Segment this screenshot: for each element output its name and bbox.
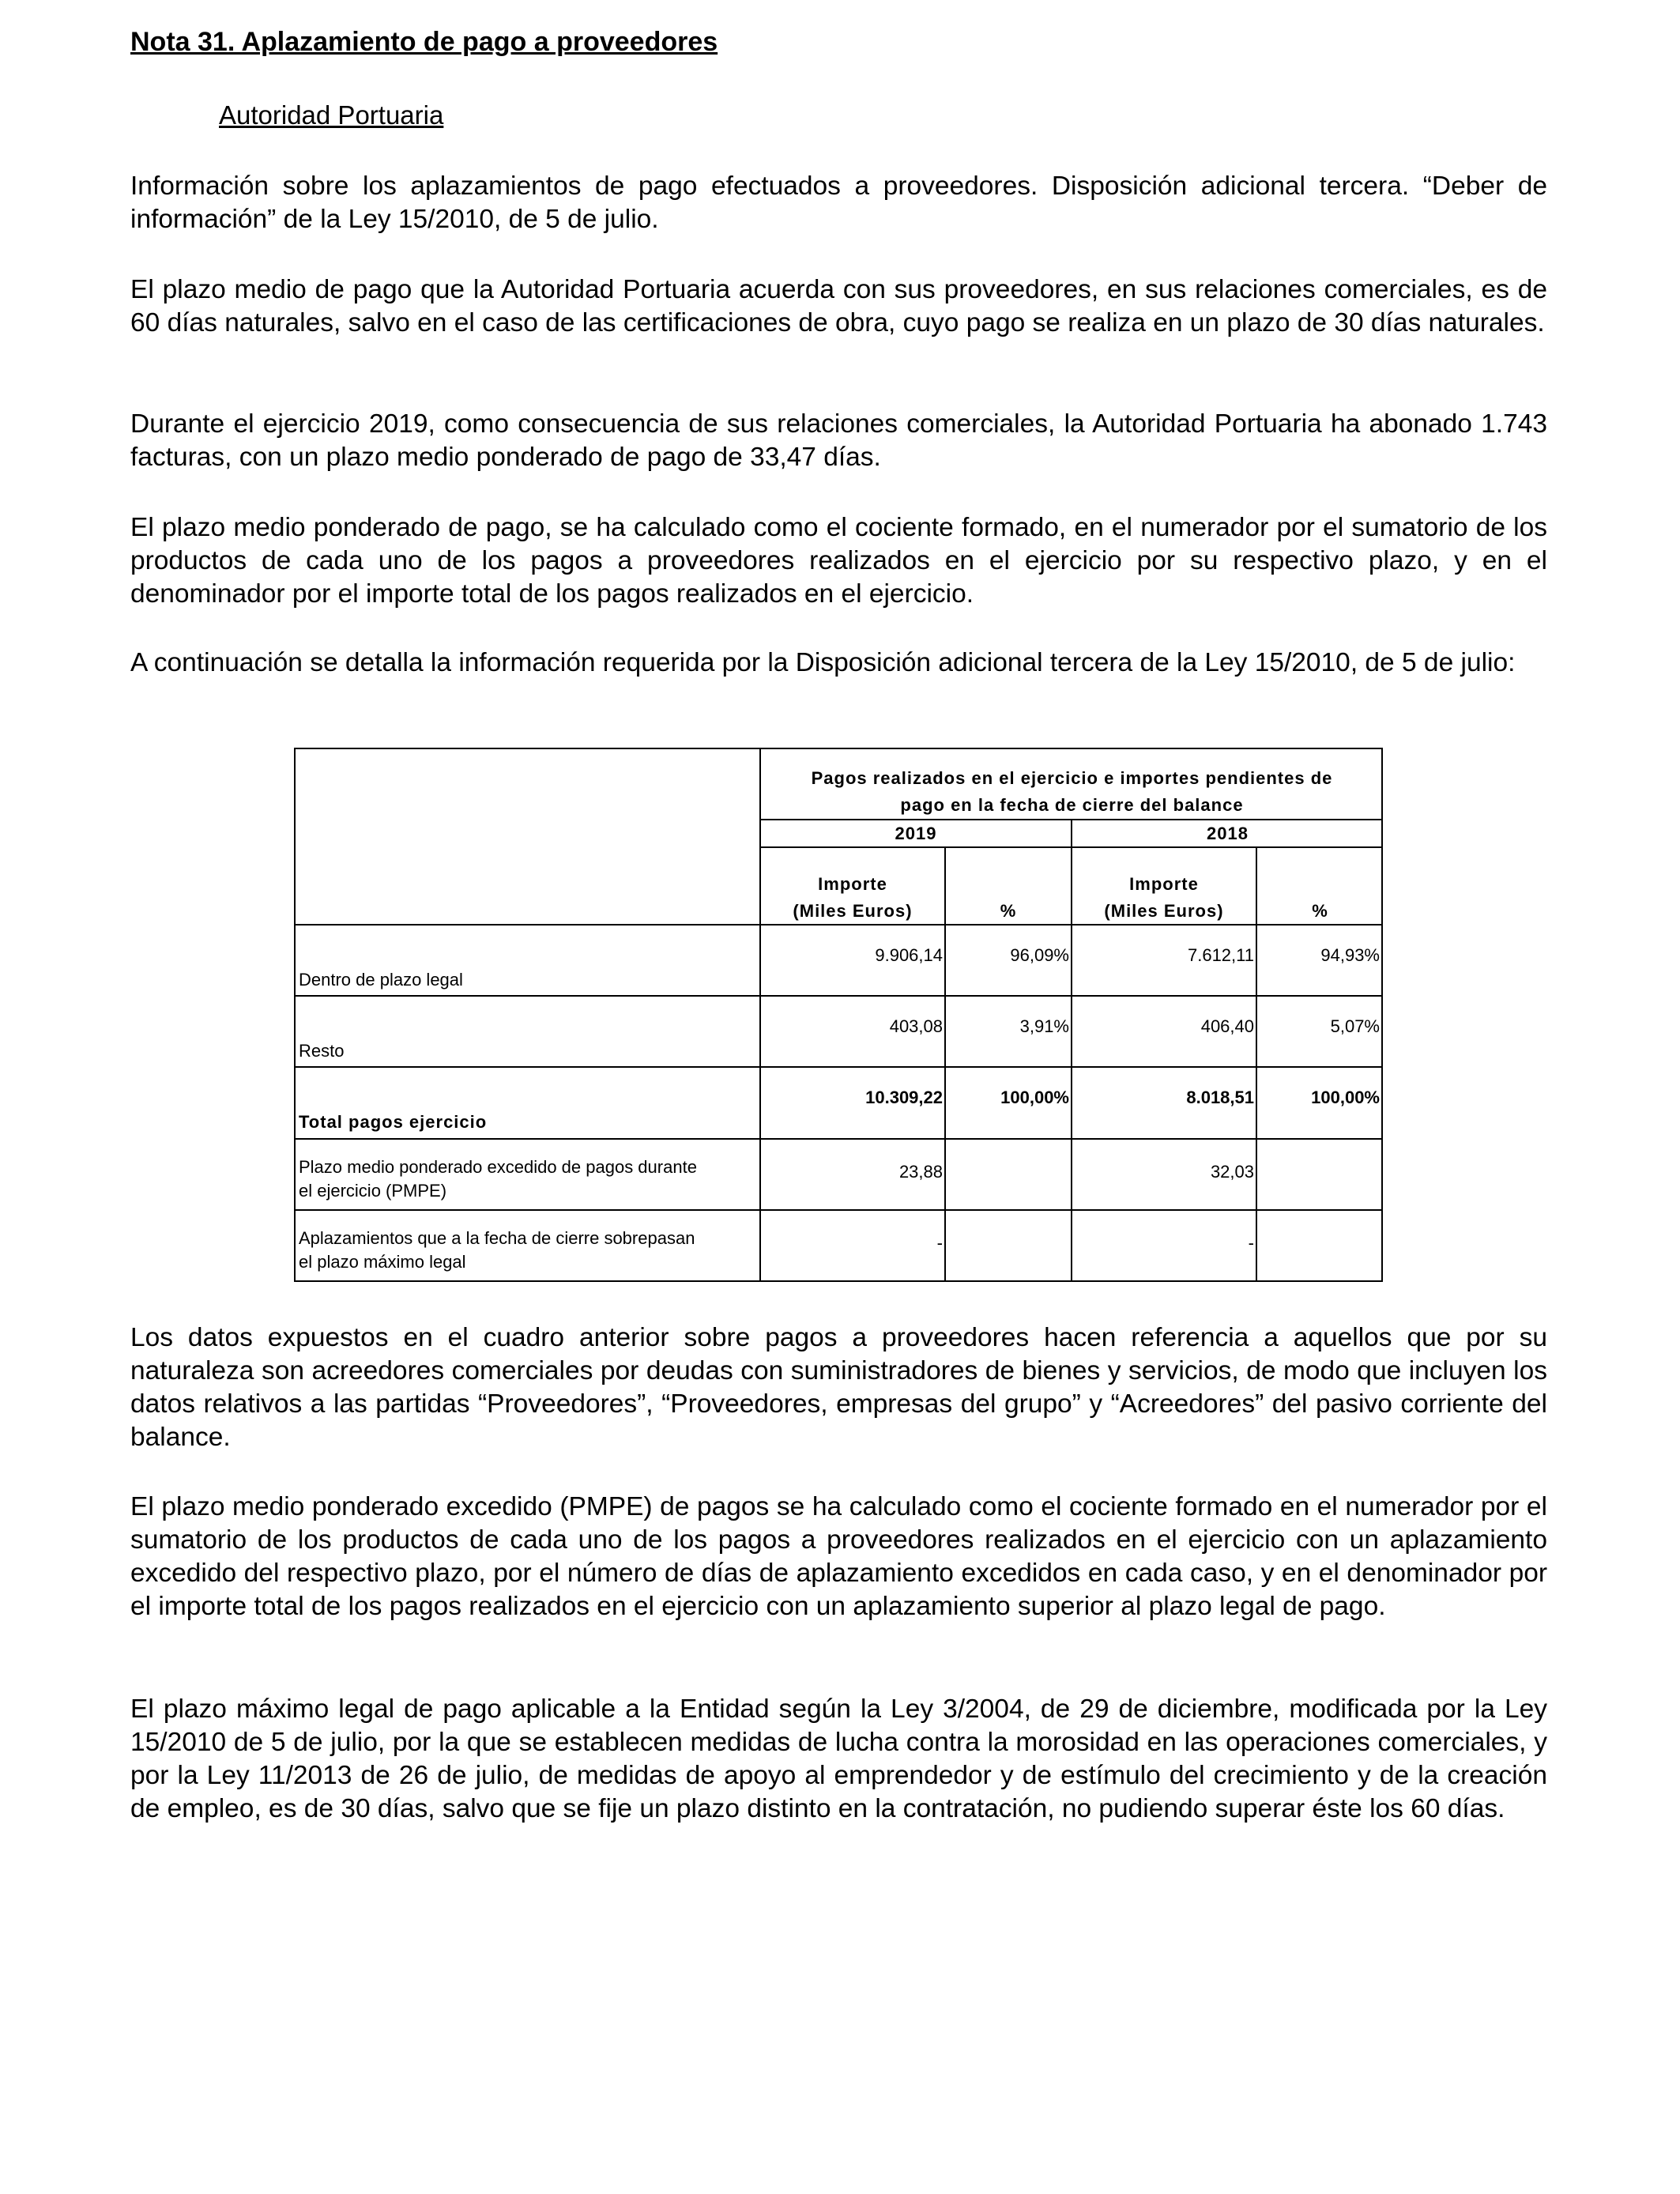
cell-importe-2019: 10.309,22 — [865, 1088, 943, 1107]
section-subtitle: Autoridad Portuaria — [219, 100, 444, 130]
table-header-line1: Pagos realizados en el ejercicio e importes pendientes de — [811, 768, 1333, 788]
col-importe-label: Importe — [818, 874, 887, 894]
paragraph-4: El plazo medio ponderado de pago, se ha calculado como el cociente formado, en el numerador por el sumatorio de los productos de cada uno de los pagos a proveedores realizados en el ejercicio por su respectivo plazo, y en el denominador por el importe total de los pagos realizados en el ejercicio. — [130, 513, 1547, 609]
row-label-line: el ejercicio (PMPE) — [299, 1181, 447, 1201]
cell-importe-2018: 32,03 — [1210, 1162, 1254, 1182]
cell-pct-2018: 100,00% — [1311, 1088, 1380, 1107]
cell-importe-2018: 7.612,11 — [1187, 945, 1254, 965]
cell-pct-2018: 94,93% — [1320, 945, 1380, 965]
row-label-aplazamientos — [299, 1227, 757, 1274]
col-importe-unit: (Miles Euros) — [793, 901, 913, 921]
col-importe-unit: (Miles Euros) — [1104, 901, 1224, 921]
row-label-line: el plazo máximo legal — [299, 1252, 466, 1272]
table-divider — [296, 1138, 1383, 1140]
cell-importe-2018: 406,40 — [1200, 1016, 1254, 1036]
paragraph-6: Los datos expuestos en el cuadro anterior sobre pagos a proveedores hacen referencia a aquellos que por su naturaleza son acreedores comerciales por deudas con suministradores de bienes y servicios, de modo que incluyen los datos relativos a las partidas “Proveedores”, “Proveedores, empresas del grupo” y “Acreedores” del pasivo corriente del balance. — [130, 1323, 1547, 1452]
table-header-line2: pago en la fecha de cierre del balance — [900, 795, 1244, 815]
paragraph-3: Durante el ejercicio 2019, como consecuencia de sus relaciones comerciales, la Autoridad Portuaria ha abonado 1.743 facturas, con un plazo medio ponderado de pago de 33,47 días. — [130, 409, 1547, 472]
row-label: Dentro de plazo legal — [299, 970, 463, 990]
row-label: Resto — [299, 1041, 345, 1061]
row-label-total: Total pagos ejercicio — [299, 1112, 488, 1132]
cell-pct-2018: 5,07% — [1330, 1016, 1380, 1036]
paragraph-7: El plazo medio ponderado excedido (PMPE) de pagos se ha calculado como el cociente formado en el numerador por el sumatorio de los productos de cada uno de los pagos a proveedores realizados en el ejercicio con un aplazamiento excedido del respectivo plazo, por el número de días de aplazamiento excedidos en cada caso, y en el denominador por el importe total de los pagos realizados en el ejercicio con un aplazamiento superior al plazo legal de pago. — [130, 1492, 1547, 1621]
cell-importe-2018: 8.018,51 — [1186, 1088, 1254, 1107]
row-label-line: Aplazamientos que a la fecha de cierre sobrepasan — [299, 1228, 695, 1248]
paragraph-1: Información sobre los aplazamientos de pago efectuados a proveedores. Disposición adicional tercera. “Deber de información” de la Ley 15/2010, de 5 de julio. — [130, 172, 1547, 234]
cell-pct-2019: 100,00% — [1000, 1088, 1069, 1107]
col-pct-2019: % — [1000, 901, 1017, 921]
year-2019-header: 2019 — [895, 824, 937, 843]
cell-importe-2019: 9.906,14 — [875, 945, 943, 965]
col-pct-2018: % — [1312, 901, 1328, 921]
table-divider — [296, 995, 1383, 997]
row-label-line: Plazo medio ponderado excedido de pagos durante — [299, 1157, 697, 1177]
cell-importe-2018: - — [1248, 1233, 1254, 1253]
table-divider — [296, 1209, 1383, 1211]
cell-pct-2019: 3,91% — [1019, 1016, 1069, 1036]
cell-pct-2019: 96,09% — [1010, 945, 1069, 965]
payments-table — [294, 748, 1383, 1282]
col-importe-label: Importe — [1129, 874, 1199, 894]
col-importe-2019 — [761, 871, 944, 925]
col-importe-2018 — [1072, 871, 1256, 925]
cell-importe-2019: - — [936, 1233, 943, 1253]
paragraph-5: A continuación se detalla la información requerida por la Disposición adicional tercera de la Ley 15/2010, de 5 de julio: — [130, 648, 1516, 677]
note-title: Nota 31. Aplazamiento de pago a proveedores — [130, 27, 718, 57]
row-label-pmpe — [299, 1155, 757, 1203]
table-divider — [296, 1066, 1383, 1068]
cell-importe-2019: 403,08 — [889, 1016, 943, 1036]
paragraph-2: El plazo medio de pago que la Autoridad Portuaria acuerda con sus proveedores, en sus relaciones comerciales, es de 60 días naturales, salvo en el caso de las certificaciones de obra, cuyo pago se realiza en un plazo de 30 días naturales. — [130, 275, 1547, 337]
cell-importe-2019: 23,88 — [898, 1162, 943, 1182]
table-divider — [759, 846, 1383, 848]
year-2018-header: 2018 — [1207, 824, 1249, 843]
table-header-main — [761, 765, 1383, 819]
paragraph-8: El plazo máximo legal de pago aplicable a la Entidad según la Ley 3/2004, de 29 de diciembre, modificada por la Ley 15/2010 de 5 de julio, por la que se establecen medidas de lucha contra la morosidad en las operaciones comerciales, y por la Ley 11/2013 de 26 de julio, de medidas de apoyo al emprendedor y de estímulo del crecimiento y de la creación de empleo, es de 30 días, salvo que se fije un plazo distinto en la contratación, no pudiendo superar éste los 60 días. — [130, 1695, 1547, 1823]
